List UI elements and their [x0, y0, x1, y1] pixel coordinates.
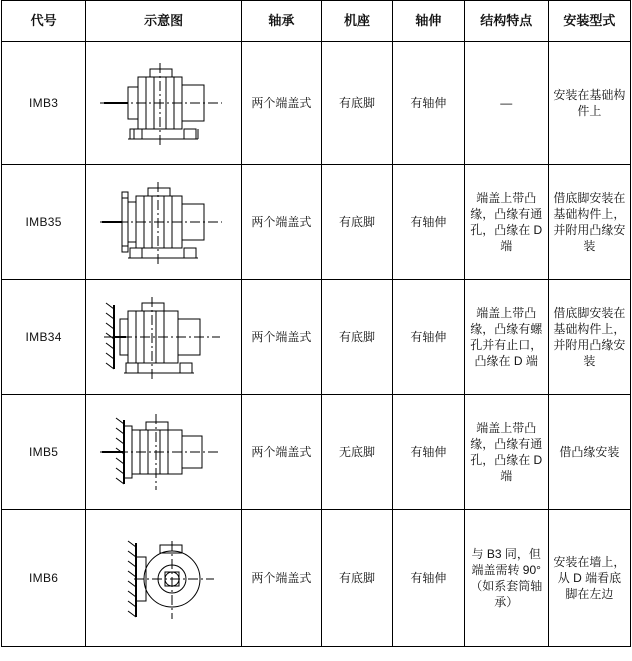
table-row [2, 395, 631, 510]
cell-shaft: 有轴伸 [393, 42, 464, 165]
table-row [2, 42, 631, 165]
cell-shaft: 有轴伸 [393, 395, 464, 510]
cell-structure: 端盖上带凸缘，凸缘有通孔，凸缘在 D 端 [464, 395, 548, 510]
cell-bearing: 两个端盖式 [241, 280, 321, 395]
header-mounting: 安装型式 [548, 1, 630, 42]
cell-code: IMB3 [2, 42, 86, 165]
cell-shaft: 有轴伸 [393, 510, 464, 647]
cell-bearing: 两个端盖式 [241, 395, 321, 510]
cell-diagram [86, 165, 242, 280]
cell-structure: 端盖上带凸缘，凸缘有螺孔并有止口，凸缘在 D 端 [464, 280, 548, 395]
header-bearing: 轴承 [241, 1, 321, 42]
cell-structure: 端盖上带凸缘，凸缘有通孔，凸缘在 D 端 [464, 165, 548, 280]
cell-diagram [86, 395, 242, 510]
cell-bearing: 两个端盖式 [241, 42, 321, 165]
cell-frame: 有底脚 [321, 510, 392, 647]
table-header [2, 1, 631, 42]
cell-code: IMB6 [2, 510, 86, 647]
cell-diagram [86, 42, 242, 165]
cell-mounting: 借底脚安装在基础构件上，并附用凸缘安装 [548, 280, 630, 395]
cell-frame: 有底脚 [321, 280, 392, 395]
cell-mounting: 安装在墙上，从 D 端看底脚在左边 [548, 510, 630, 647]
cell-frame: 有底脚 [321, 165, 392, 280]
header-diagram: 示意图 [86, 1, 242, 42]
table-row [2, 510, 631, 647]
header-shaft: 轴伸 [393, 1, 464, 42]
cell-diagram [86, 510, 242, 647]
header-code: 代号 [2, 1, 86, 42]
cell-bearing: 两个端盖式 [241, 510, 321, 647]
motor-b34-diagram [94, 287, 234, 387]
motor-b35-diagram [94, 172, 234, 272]
cell-structure: — [464, 42, 548, 165]
cell-structure: 与 B3 同，但端盖需转 90°（如系套筒轴承） [464, 510, 548, 647]
table-body [2, 42, 631, 647]
cell-mounting: 借底脚安装在基础构件上，并附用凸缘安装 [548, 165, 630, 280]
motor-b3-diagram [94, 53, 234, 153]
motor-b6-diagram [94, 523, 234, 633]
cell-code: IMB35 [2, 165, 86, 280]
cell-diagram [86, 280, 242, 395]
motor-b5-diagram [94, 402, 234, 502]
cell-code: IMB5 [2, 395, 86, 510]
cell-shaft: 有轴伸 [393, 165, 464, 280]
cell-frame: 无底脚 [321, 395, 392, 510]
cell-mounting: 借凸缘安装 [548, 395, 630, 510]
motor-mounting-table [1, 0, 631, 647]
table-row [2, 165, 631, 280]
header-frame: 机座 [321, 1, 392, 42]
header-structure: 结构特点 [464, 1, 548, 42]
cell-code: IMB34 [2, 280, 86, 395]
header-row [2, 1, 631, 42]
cell-frame: 有底脚 [321, 42, 392, 165]
cell-shaft: 有轴伸 [393, 280, 464, 395]
cell-bearing: 两个端盖式 [241, 165, 321, 280]
table-row [2, 280, 631, 395]
cell-mounting: 安装在基础构件上 [548, 42, 630, 165]
